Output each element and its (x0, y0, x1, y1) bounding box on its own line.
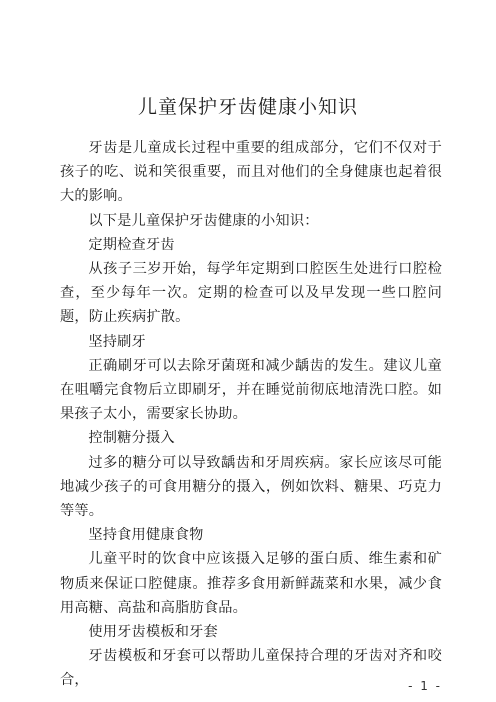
section-heading-braces: 使用牙齿模板和牙套 (88, 624, 218, 641)
section-text-brushing: 正确刷牙可以去除牙菌斑和减少龋齿的发生。建议儿童在咀嚼完食物后立即刷牙，并在睡觉前彻底地清洗口腔。如果孩子太小，需要家长协助。 (60, 357, 442, 423)
document-title: 儿童保护牙齿健康小知识 (137, 96, 358, 118)
document-body (60, 136, 442, 693)
page-number: - 1 - (408, 679, 442, 693)
section-text-sugar: 过多的糖分可以导致龋齿和牙周疾病。家长应该尽可能地减少孩子的可食用糖分的摄入，例如饮料、糖果、巧克力等等。 (60, 454, 442, 520)
section-heading-checkup: 定期检查牙齿 (88, 236, 175, 253)
section-heading-sugar: 控制糖分摄入 (88, 430, 175, 447)
section-text-healthy-food: 儿童平时的饮食中应该摄入足够的蛋白质、维生素和矿物质来保证口腔健康。推荐多食用新鲜蔬菜和水果，减少食用高糖、高盐和高脂肪食品。 (60, 551, 442, 616)
section-text-braces: 牙齿模板和牙套可以帮助儿童保持合理的牙齿对齐和咬合， (60, 648, 442, 689)
intro-lead-in: 以下是儿童保护牙齿健康的小知识： (88, 212, 319, 229)
section-text-checkup: 从孩子三岁开始，每学年定期到口腔医生处进行口腔检查，至少每年一次。定期的检查可以及早发现一些口腔问题，防止疾病扩散。 (60, 261, 442, 326)
intro-paragraph: 牙齿是儿童成长过程中重要的组成部分，它们不仅对于孩子的吃、说和笑很重要，而且对他们的全身健康也起着很大的影响。 (60, 140, 442, 205)
section-heading-brushing: 坚持刷牙 (88, 333, 146, 350)
section-heading-healthy-food: 坚持食用健康食物 (88, 527, 204, 544)
